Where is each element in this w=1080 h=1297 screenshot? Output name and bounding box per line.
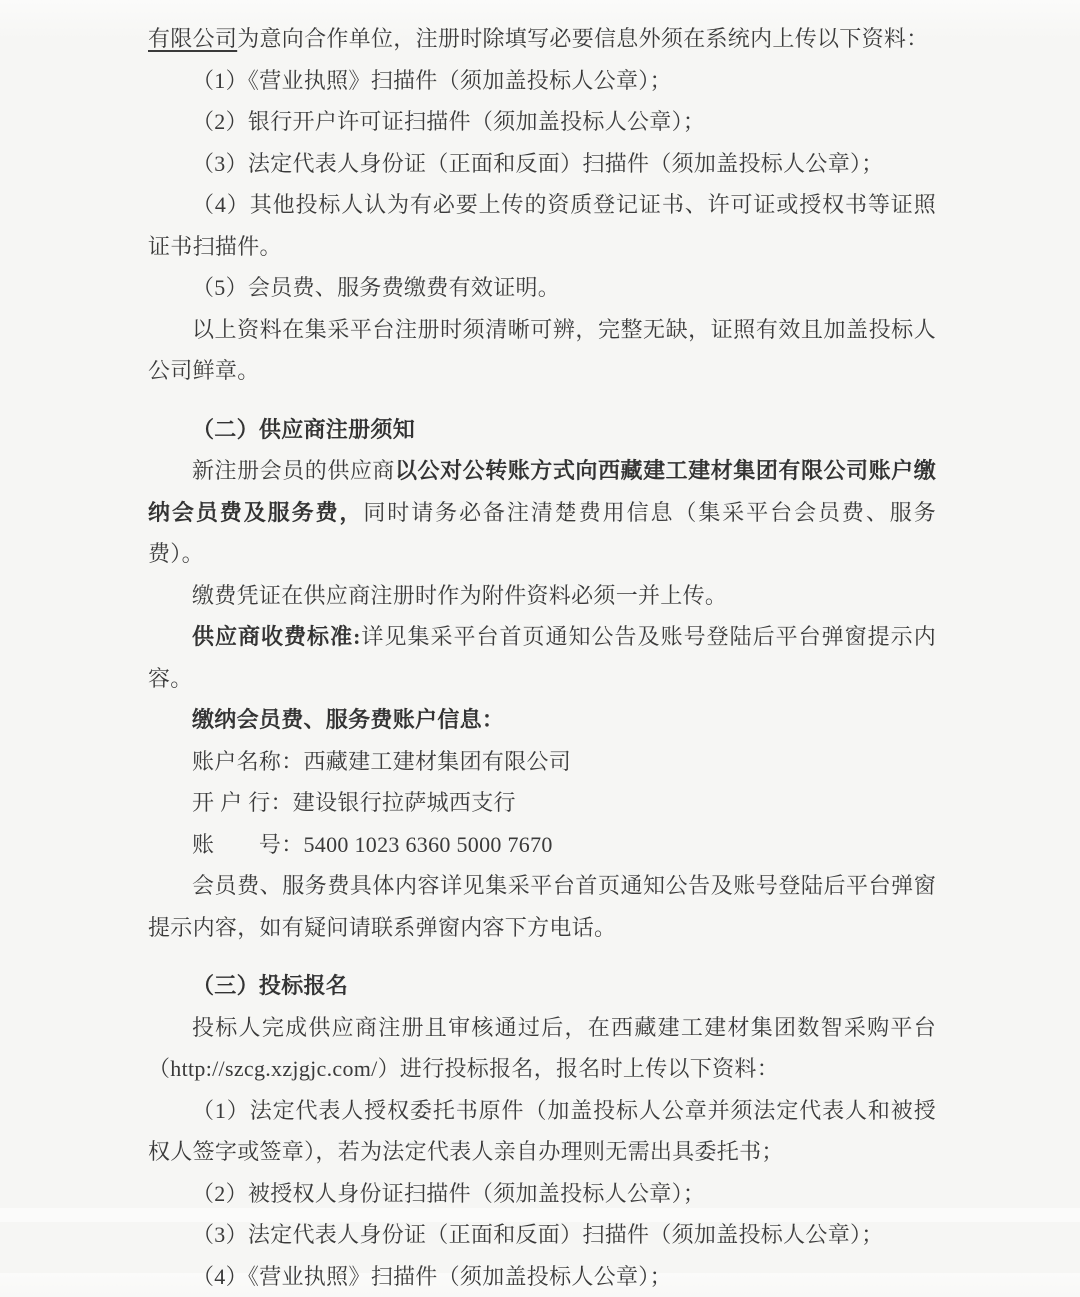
signup-item-3-text: （3）法定代表人身份证（正面和反面）扫描件（须加盖投标人公章）； xyxy=(192,1222,884,1247)
reg-item-4-text: （4）其他投标人认为有必要上传的资质登记证书、许可证或授权书等证照证书扫描件。 xyxy=(148,192,936,259)
continuation-line xyxy=(148,18,936,60)
section-3-heading-text: （三）投标报名 xyxy=(192,973,348,998)
account-info-heading-text: 缴纳会员费、服务费账户信息： xyxy=(192,707,504,732)
section-2-heading-text: （二）供应商注册须知 xyxy=(192,417,415,442)
payment-instruction-tail: 同时请务必备注清楚费用信息（集采平台会员费、服务费）。 xyxy=(148,500,936,567)
fee-standard-text: 详见集采平台首页通知公告及账号登陆后平台弹窗提示内容。 xyxy=(148,624,936,691)
reg-item-5 xyxy=(148,267,936,309)
section-2-heading xyxy=(148,409,936,451)
signup-intro-text: 投标人完成供应商注册且审核通过后，在西藏建工建材集团数智采购平台（http://szcg.xzjgjc.com/）进行投标报名，报名时上传以下资料： xyxy=(148,1015,936,1082)
reg-item-1-text: （1）《营业执照》扫描件（须加盖投标人公章）； xyxy=(192,68,672,93)
signup-intro xyxy=(148,1007,936,1090)
signup-item-2-text: （2）被授权人身份证扫描件（须加盖投标人公章）； xyxy=(192,1181,705,1206)
intro-text: 为意向合作单位，注册时除填写必要信息外须在系统内上传以下资料： xyxy=(237,26,928,51)
signup-item-1 xyxy=(148,1090,936,1173)
signup-item-4-text: （4）《营业执照》扫描件（须加盖投标人公章）； xyxy=(192,1264,672,1289)
reg-note xyxy=(148,309,936,392)
account-number xyxy=(148,824,936,866)
account-info-heading xyxy=(148,699,936,741)
signup-item-3 xyxy=(148,1214,936,1256)
reg-item-5-text: （5）会员费、服务费缴费有效证明。 xyxy=(192,275,560,300)
payment-instruction-lead: 新注册会员的供应商 xyxy=(192,458,395,483)
signup-item-2 xyxy=(148,1173,936,1215)
fee-detail-note xyxy=(148,865,936,948)
reg-item-2-text: （2）银行开户许可证扫描件（须加盖投标人公章）； xyxy=(192,109,705,134)
payment-instruction-bold: 以公对公转账方式向西藏建工建材集团有限公司账户缴纳会员费及服务费， xyxy=(148,458,936,525)
reg-item-4 xyxy=(148,184,936,267)
fee-standard xyxy=(148,616,936,699)
reg-item-1 xyxy=(148,60,936,102)
signup-item-4 xyxy=(148,1256,936,1297)
fee-detail-note-text: 会员费、服务费具体内容详见集采平台首页通知公告及账号登陆后平台弹窗提示内容，如有疑问请联系弹窗内容下方电话。 xyxy=(148,873,936,940)
voucher-note xyxy=(148,575,936,617)
account-number-text: 账 号：5400 1023 6360 5000 7670 xyxy=(192,832,553,857)
reg-item-2 xyxy=(148,101,936,143)
reg-note-text: 以上资料在集采平台注册时须清晰可辨，完整无缺，证照有效且加盖投标人公司鲜章。 xyxy=(148,317,936,384)
section-3-heading xyxy=(148,965,936,1007)
payment-instruction xyxy=(148,450,936,575)
account-name xyxy=(148,741,936,783)
account-bank xyxy=(148,782,936,824)
underlined-company-suffix: 有限公司 xyxy=(148,26,237,51)
account-name-text: 账户名称：西藏建工建材集团有限公司 xyxy=(192,749,571,774)
fee-standard-label: 供应商收费标准: xyxy=(192,624,361,649)
signup-item-1-text: （1）法定代表人授权委托书原件（加盖投标人公章并须法定代表人和被授权人签字或签章），若为法定代表人亲自办理则无需出具委托书； xyxy=(148,1098,936,1165)
voucher-note-text: 缴费凭证在供应商注册时作为附件资料必须一并上传。 xyxy=(192,583,727,608)
reg-item-3-text: （3）法定代表人身份证（正面和反面）扫描件（须加盖投标人公章）； xyxy=(192,151,884,176)
reg-item-3 xyxy=(148,143,936,185)
account-bank-text: 开 户 行：建设银行拉萨城西支行 xyxy=(192,790,516,815)
